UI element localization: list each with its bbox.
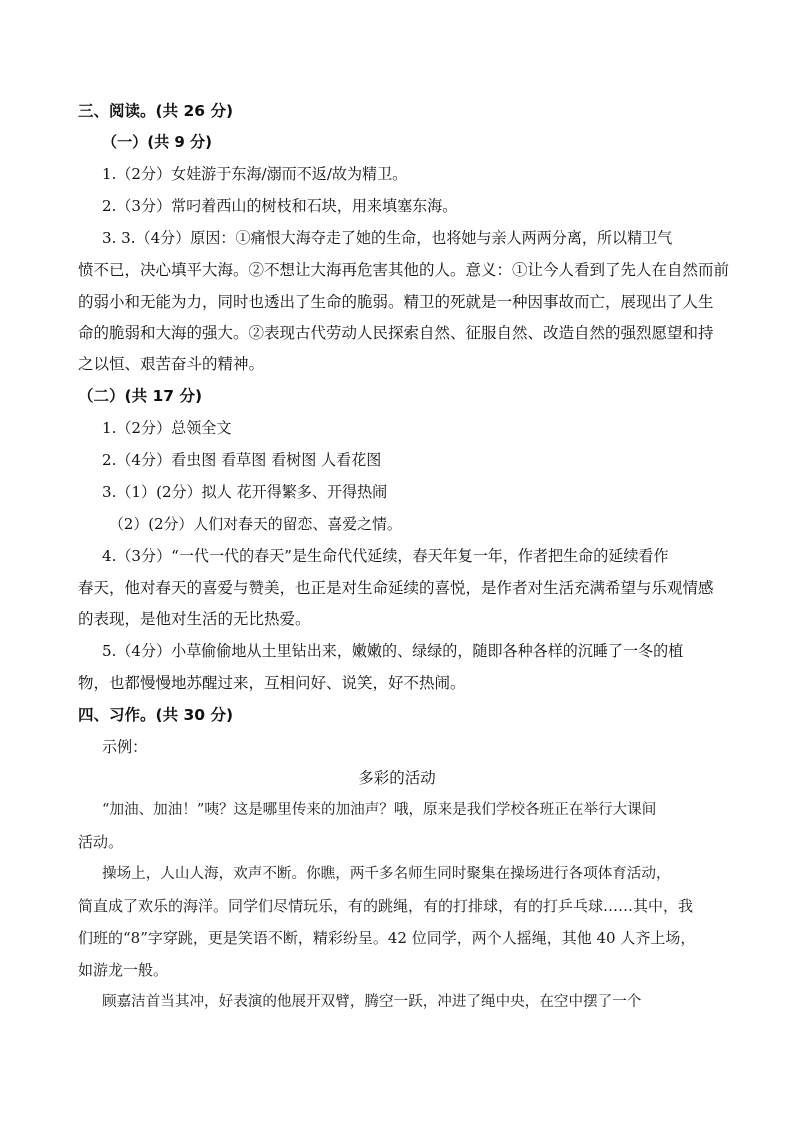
answer-line: 5.（4分）小草偷偷地从土里钻出来，嫩嫩的、绿绿的，随即各种各样的沉睡了一冬的植 [102, 642, 684, 660]
subsection-heading-2: （二）(共 17 分) [78, 387, 203, 405]
answer-line: 物，也都慢慢地苏醒过来，互相问好、说笑，好不热闹。 [78, 674, 466, 692]
answer-line: 1.（2分）女娃游于东海/溺而不返/故为精卫。 [102, 165, 408, 183]
answer-line: 的表现，是他对生活的无比热爱。 [78, 610, 311, 628]
answer-line: 2.（4分）看虫图 看草图 看树图 人看花图 [102, 451, 382, 469]
answer-line: 4.（3分）“一代一代的春天”是生命代代延续，春天年复一年，作者把生命的延续看作 [102, 547, 669, 565]
essay-line: 活动。 [78, 833, 124, 851]
answer-line: 3. 3.（4分）原因：①痛恨大海夺走了她的生命，也将她与亲人两两分离，所以精卫气 [102, 229, 673, 247]
answer-line: 春天，他对春天的喜爱与赞美，也正是对生命延续的喜悦，是作者对生活充满希望与乐观情感 [78, 579, 714, 597]
answer-line: 之以恒、艰苦奋斗的精神。 [78, 355, 265, 373]
answer-line: 1.（2分）总领全文 [102, 419, 232, 437]
answer-line: 命的脆弱和大海的强大。②表现古代劳动人民探索自然、征服自然、改造自然的强烈愿望和持 [78, 324, 714, 342]
section-heading-reading: 三、阅读。(共 26 分) [78, 102, 234, 120]
essay-line: 操场上，人山人海，欢声不断。你瞧，两千多名师生同时聚集在操场进行各项体育活动， [102, 865, 671, 882]
subsection-heading-1: （一）(共 9 分) [102, 133, 213, 151]
section-heading-writing: 四、习作。(共 30 分) [78, 706, 234, 724]
answer-line: 愤不已，决心填平大海。②不想让大海再危害其他的人。意义：①让今人看到了先人在自然而前 [78, 261, 730, 279]
essay-line: 顾嘉洁首当其冲，好表演的他展开双臂，腾空一跃，冲进了绳中央，在空中摆了一个 [102, 993, 642, 1010]
essay-line: 们班的“8”字穿跳，更是笑语不断，精彩纷呈。42 位同学，两个人摇绳，其他 40 人齐上场， [78, 929, 696, 947]
example-label: 示例： [102, 738, 148, 756]
essay-line: 如游龙一般。 [78, 961, 169, 979]
answer-line: 的弱小和无能为力，同时也透出了生命的脆弱。精卫的死就是一种因事故而亡，展现出了人生 [78, 293, 714, 311]
essay-line: 简直成了欢乐的海洋。同学们尽情玩乐，有的跳绳，有的打排球，有的打乒乓球……其中，我 [78, 897, 694, 915]
essay-line: “加油、加油！”咦？这是哪里传来的加油声？哦，原来是我们学校各班正在举行大课间 [102, 801, 657, 818]
essay-title: 多彩的活动 [358, 769, 436, 787]
answer-line: 3.（1）(2分）拟人 花开得繁多、开得热闹 [102, 483, 388, 501]
answer-line: （2）(2分）人们对春天的留恋、喜爱之情。 [109, 515, 402, 533]
answer-line: 2.（3分）常叼着西山的树枝和石块，用来填塞东海。 [102, 197, 458, 215]
